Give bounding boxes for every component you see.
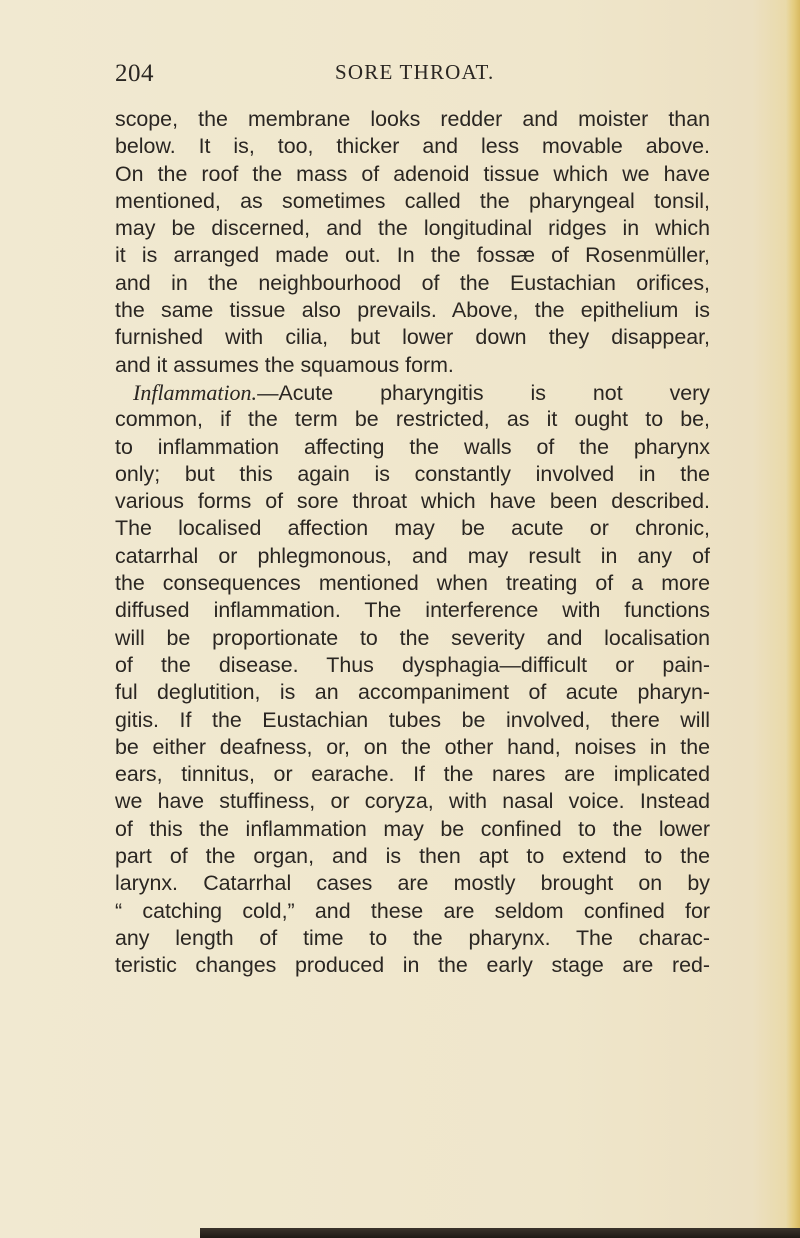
text-line: diffused inflammation. The interference with functions: [115, 598, 710, 623]
text-line: The localised affection may be acute or chronic,: [115, 516, 710, 541]
text-line: catarrhal or phlegmonous, and may result in any of: [115, 543, 710, 568]
text-line: gitis. If the Eustachian tubes be involved, there will: [115, 707, 710, 732]
text-line: we have stuffiness, or coryza, with nasal voice. Instead: [115, 789, 710, 814]
text-line: part of the organ, and is then apt to extend to the: [115, 844, 710, 869]
text-line: may be discerned, and the longitudinal ridges in which: [115, 216, 710, 241]
text-line: ears, tinnitus, or earache. If the nares are implicated: [115, 762, 710, 787]
text-line: “ catching cold,” and these are seldom confined for: [115, 898, 710, 923]
text-line: will be proportionate to the severity and localisation: [115, 625, 710, 650]
text-line: only; but this again is constantly involved in the: [115, 461, 710, 486]
text-line: to inflammation affecting the walls of the pharynx: [115, 434, 710, 459]
text-line: mentioned, as sometimes called the pharyngeal tonsil,: [115, 188, 710, 213]
text-line: any length of time to the pharynx. The charac-: [115, 925, 710, 950]
text-line: be either deafness, or, on the other hand, noises in the: [115, 734, 710, 759]
text-line: furnished with cilia, but lower down they disappear,: [115, 325, 710, 350]
text-line: teristic changes produced in the early stage are red-: [115, 953, 710, 978]
text-line: and it assumes the squamous form.: [115, 352, 454, 377]
text-line: of the disease. Thus dysphagia—difficult or pain-: [115, 652, 710, 677]
text-line: larynx. Catarrhal cases are mostly brought on by: [115, 871, 710, 896]
text-line: the same tissue also prevails. Above, the epithelium is: [115, 298, 710, 323]
paragraph-start-line: [115, 379, 710, 406]
running-head: SORE THROAT.: [335, 60, 495, 84]
body-text: [115, 106, 710, 980]
paragraph-lead-text: —Acute pharyngitis is not very: [257, 380, 710, 405]
text-line: scope, the membrane looks redder and moister than: [115, 107, 710, 131]
bottom-scan-edge: [200, 1228, 800, 1238]
text-line: various forms of sore throat which have been described.: [115, 489, 710, 514]
text-line: below. It is, too, thicker and less movable above.: [115, 134, 710, 159]
text-line: the consequences mentioned when treating of a more: [115, 571, 710, 596]
text-line: it is arranged made out. In the fossæ of Rosenmüller,: [115, 243, 710, 268]
text-line: of this the inflammation may be confined to the lower: [115, 816, 710, 841]
text-line: ful deglutition, is an accompaniment of acute pharyn-: [115, 680, 710, 705]
text-line: On the roof the mass of adenoid tissue which we have: [115, 161, 710, 186]
text-line: common, if the term be restricted, as it ought to be,: [115, 407, 710, 432]
section-heading: Inflammation.: [133, 379, 258, 405]
text-line: and in the neighbourhood of the Eustachian orifices,: [115, 270, 710, 295]
page-edge-shadow: [786, 0, 800, 1238]
page-number: 204: [115, 60, 154, 87]
